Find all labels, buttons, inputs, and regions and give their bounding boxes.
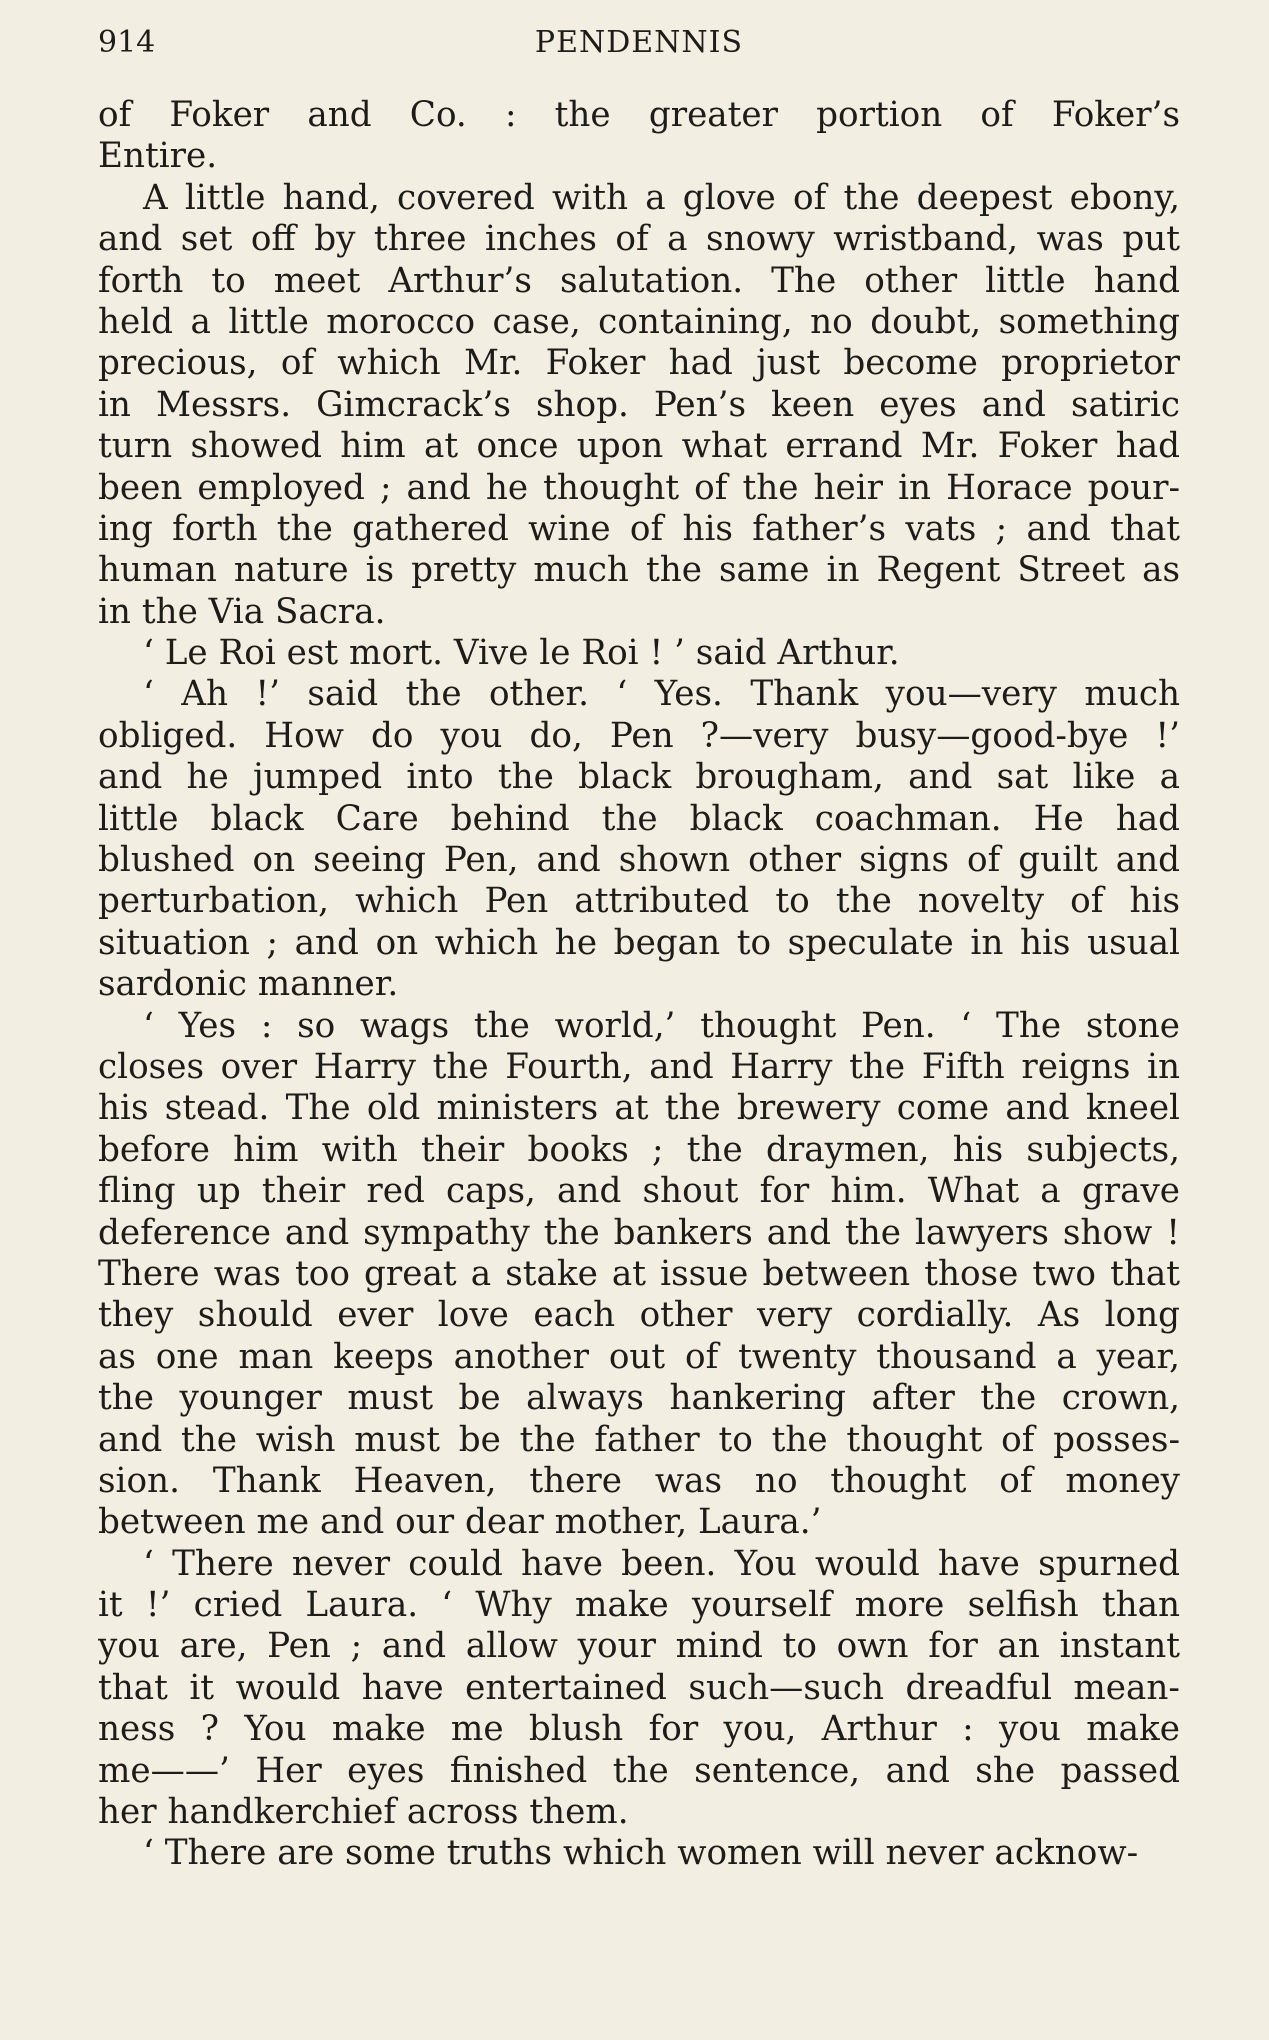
- text-line: little black Care behind the black coachman. He had: [98, 798, 1180, 839]
- text-line: before him with their books ; the draymen, his subjects,: [98, 1129, 1180, 1170]
- text-line: ‘ Yes : so wags the world,’ thought Pen. ‘ The stone: [143, 1005, 1180, 1046]
- running-title: PENDENNIS: [534, 25, 744, 60]
- text-line: been employed ; and he thought of the heir in Horace pour-: [98, 467, 1180, 508]
- text-line: There was too great a stake at issue between those two that: [98, 1253, 1180, 1294]
- page-number: 914: [98, 25, 156, 60]
- text-line: her handkerchief across them.: [98, 1792, 629, 1833]
- text-line: Entire.: [98, 136, 218, 177]
- text-line: you are, Pen ; and allow your mind to own for an instant: [98, 1626, 1180, 1667]
- text-line: precious, of which Mr. Foker had just become proprietor: [98, 343, 1180, 384]
- text-line: A little hand, covered with a glove of the deepest ebony,: [143, 177, 1180, 218]
- text-line: ‘ There are some truths which women will never acknow-: [143, 1833, 1139, 1874]
- text-line: and he jumped into the black brougham, and sat like a: [98, 757, 1180, 798]
- text-line: sardonic manner.: [98, 964, 399, 1005]
- text-line: fling up their red caps, and shout for him. What a grave: [98, 1171, 1180, 1212]
- text-line: perturbation, which Pen attributed to the novelty of his: [98, 881, 1180, 922]
- text-line: ‘ There never could have been. You would have spurned: [143, 1543, 1180, 1584]
- text-line: obliged. How do you do, Pen ?—very busy—good-bye !’: [98, 715, 1180, 756]
- text-line: ness ? You make me blush for you, Arthur : you make: [98, 1709, 1180, 1750]
- text-line: that it would have entertained such—such dreadful mean-: [98, 1667, 1180, 1708]
- text-line: human nature is pretty much the same in Regent Street as: [98, 550, 1180, 591]
- text-line: of Foker and Co. : the greater portion of Foker’s: [98, 95, 1180, 135]
- text-line: his stead. The old ministers at the brewery come and kneel: [98, 1088, 1180, 1129]
- text-line: turn showed him at once upon what errand Mr. Foker had: [98, 426, 1180, 467]
- text-line: deference and sympathy the bankers and the lawyers show !: [98, 1212, 1180, 1253]
- text-line: between me and our dear mother, Laura.’: [98, 1502, 822, 1543]
- text-line: as one man keeps another out of twenty thousand a year,: [98, 1336, 1180, 1377]
- text-line: in Messrs. Gimcrack’s shop. Pen’s keen eyes and satiric: [98, 384, 1180, 425]
- text-line: situation ; and on which he began to speculate in his usual: [98, 922, 1180, 963]
- text-line: they should ever love each other very cordially. As long: [98, 1295, 1180, 1336]
- body-text: [98, 95, 1180, 1875]
- text-line: and set off by three inches of a snowy wristband, was put: [98, 219, 1180, 260]
- text-line: sion. Thank Heaven, there was no thought of money: [98, 1460, 1180, 1501]
- text-line: the younger must be always hankering after the crown,: [98, 1378, 1180, 1419]
- text-line: held a little morocco case, containing, no doubt, something: [98, 301, 1180, 342]
- text-line: in the Via Sacra.: [98, 591, 386, 632]
- text-line: forth to meet Arthur’s salutation. The other little hand: [98, 260, 1180, 301]
- text-line: closes over Harry the Fourth, and Harry the Fifth reigns in: [98, 1046, 1180, 1087]
- text-line: it !’ cried Laura. ‘ Why make yourself more selfish than: [98, 1585, 1180, 1626]
- text-line: and the wish must be the father to the thought of posses-: [98, 1419, 1180, 1460]
- text-line: ‘ Ah !’ said the other. ‘ Yes. Thank you—very much: [143, 674, 1180, 715]
- text-line: ing forth the gathered wine of his father’s vats ; and that: [98, 508, 1180, 549]
- text-line: blushed on seeing Pen, and shown other signs of guilt and: [98, 840, 1180, 881]
- text-line: me——’ Her eyes finished the sentence, and she passed: [98, 1750, 1180, 1791]
- running-head: [98, 18, 1180, 68]
- text-line: ‘ Le Roi est mort. Vive le Roi ! ’ said Arthur.: [143, 633, 900, 674]
